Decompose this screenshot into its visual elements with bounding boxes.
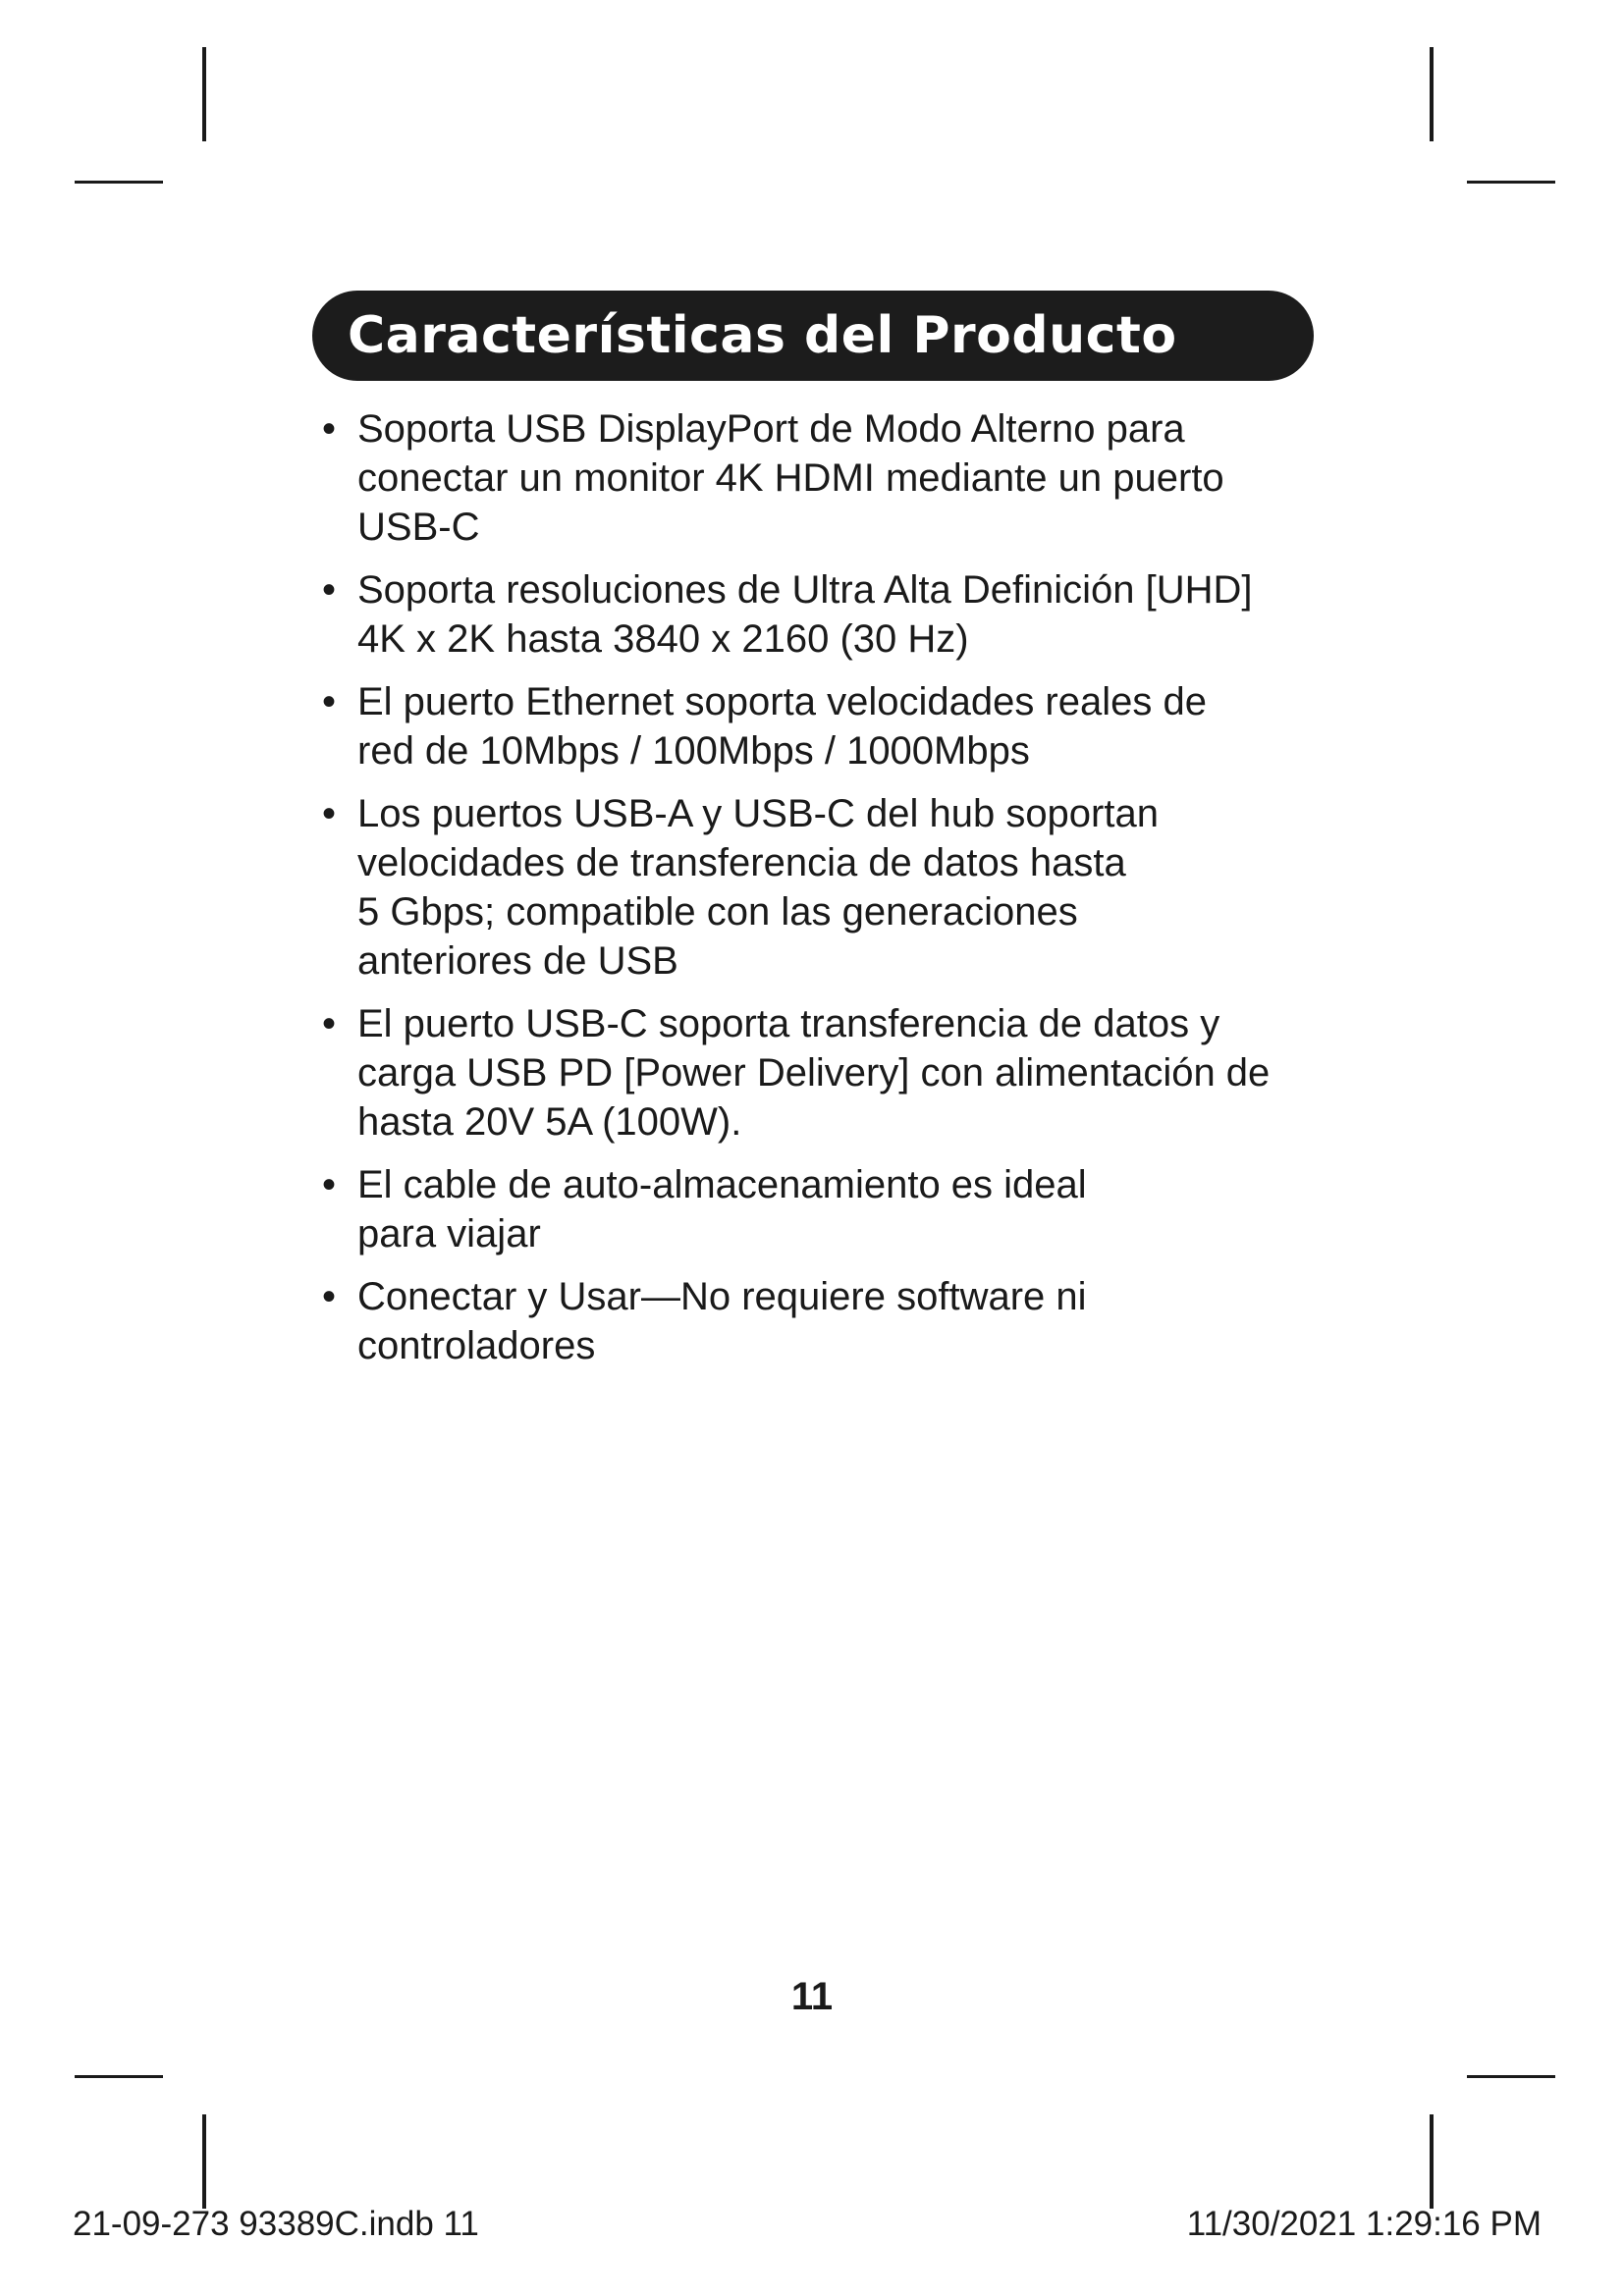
feature-item	[316, 1160, 1337, 1258]
bullet-icon: •	[322, 680, 337, 723]
feature-text-line: velocidades de transferencia de datos hasta	[357, 841, 1126, 884]
bullet-icon: •	[322, 1002, 337, 1045]
feature-item	[316, 789, 1337, 986]
feature-text-line: 5 Gbps; compatible con las generaciones	[357, 890, 1078, 934]
feature-text-line: conectar un monitor 4K HDMI mediante un puerto	[357, 456, 1224, 500]
crop-mark-top-left-horizontal	[75, 181, 163, 184]
section-title: Características del Producto	[348, 306, 1177, 365]
bullet-icon: •	[322, 407, 337, 451]
feature-text-line: Soporta resoluciones de Ultra Alta Definición [UHD]	[357, 568, 1253, 612]
feature-text-line: USB-C	[357, 506, 480, 549]
feature-text-line: El cable de auto-almacenamiento es ideal	[357, 1163, 1087, 1206]
feature-list	[316, 404, 1337, 1384]
crop-mark-top-right-horizontal	[1467, 181, 1555, 184]
feature-item	[316, 404, 1337, 552]
feature-text-line: 4K x 2K hasta 3840 x 2160 (30 Hz)	[357, 617, 969, 661]
feature-text-line: hasta 20V 5A (100W).	[357, 1100, 742, 1144]
section-header-bar	[312, 291, 1314, 381]
crop-mark-bottom-left-horizontal	[75, 2075, 163, 2078]
crop-mark-top-left-vertical	[202, 47, 206, 141]
feature-item	[316, 677, 1337, 775]
bullet-icon: •	[322, 792, 337, 835]
feature-item	[316, 1272, 1337, 1370]
crop-mark-bottom-left-vertical	[202, 2114, 206, 2209]
feature-text-line: red de 10Mbps / 100Mbps / 1000Mbps	[357, 729, 1030, 773]
feature-text-line: El puerto USB-C soporta transferencia de datos y	[357, 1002, 1220, 1045]
footer-timestamp: 11/30/2021 1:29:16 PM	[1186, 2205, 1542, 2243]
feature-text-line: Los puertos USB-A y USB-C del hub soportan	[357, 792, 1159, 835]
feature-text-line: Conectar y Usar—No requiere software ni	[357, 1275, 1087, 1318]
footer-file-info: 21-09-273 93389C.indb 11	[73, 2205, 479, 2243]
bullet-icon: •	[322, 568, 337, 612]
feature-text-line: para viajar	[357, 1212, 541, 1255]
feature-text-line: controladores	[357, 1324, 596, 1367]
feature-text-line: carga USB PD [Power Delivery] con alimentación de	[357, 1051, 1271, 1095]
feature-text-line: anteriores de USB	[357, 939, 678, 983]
crop-mark-bottom-right-horizontal	[1467, 2075, 1555, 2078]
crop-mark-bottom-right-vertical	[1430, 2114, 1434, 2209]
bullet-icon: •	[322, 1275, 337, 1318]
bullet-icon: •	[322, 1163, 337, 1206]
page-number: 11	[790, 1975, 834, 2018]
feature-text-line: El puerto Ethernet soporta velocidades reales de	[357, 680, 1207, 723]
feature-item	[316, 999, 1337, 1147]
feature-item	[316, 565, 1337, 664]
crop-mark-top-right-vertical	[1430, 47, 1434, 141]
feature-text-line: Soporta USB DisplayPort de Modo Alterno para	[357, 407, 1185, 451]
